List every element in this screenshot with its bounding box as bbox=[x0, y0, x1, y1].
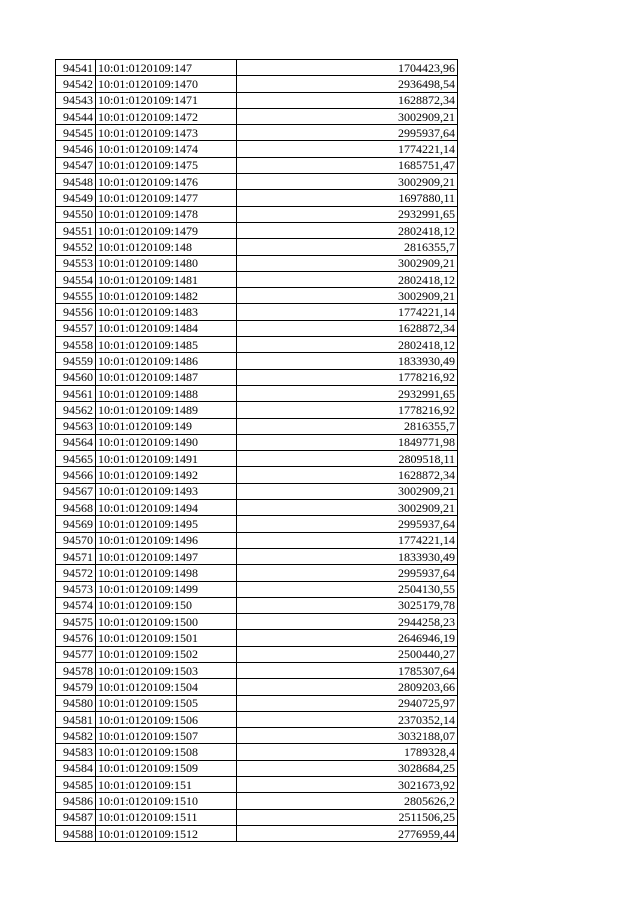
table-row bbox=[56, 369, 458, 385]
table-row bbox=[56, 402, 458, 418]
value-cell: 1685751,47 bbox=[237, 157, 458, 173]
cadastral-number-cell: 10:01:0120109:1487 bbox=[96, 369, 237, 385]
cadastral-number-cell: 10:01:0120109:1490 bbox=[96, 434, 237, 450]
cadastral-number-cell: 10:01:0120109:1493 bbox=[96, 483, 237, 499]
cadastral-number-cell: 10:01:0120109:1472 bbox=[96, 108, 237, 124]
row-number-cell: 94546 bbox=[56, 141, 96, 157]
row-number-cell: 94588 bbox=[56, 825, 96, 841]
row-number-cell: 94549 bbox=[56, 190, 96, 206]
cadastral-number-cell: 10:01:0120109:1481 bbox=[96, 271, 237, 287]
row-number-cell: 94577 bbox=[56, 646, 96, 662]
row-number-cell: 94562 bbox=[56, 402, 96, 418]
value-cell: 2805626,2 bbox=[237, 793, 458, 809]
value-cell: 1774221,14 bbox=[237, 141, 458, 157]
value-cell: 3002909,21 bbox=[237, 483, 458, 499]
value-cell: 1778216,92 bbox=[237, 369, 458, 385]
cadastral-number-cell: 10:01:0120109:1482 bbox=[96, 288, 237, 304]
value-cell: 3002909,21 bbox=[237, 288, 458, 304]
table-row bbox=[56, 222, 458, 238]
table-row bbox=[56, 337, 458, 353]
table-row bbox=[56, 385, 458, 401]
row-number-cell: 94580 bbox=[56, 695, 96, 711]
table-row bbox=[56, 614, 458, 630]
cadastral-number-cell: 10:01:0120109:1507 bbox=[96, 728, 237, 744]
value-cell: 2809518,11 bbox=[237, 451, 458, 467]
row-number-cell: 94557 bbox=[56, 320, 96, 336]
value-cell: 1774221,14 bbox=[237, 304, 458, 320]
cadastral-number-cell: 10:01:0120109:148 bbox=[96, 239, 237, 255]
table-row bbox=[56, 467, 458, 483]
cadastral-number-cell: 10:01:0120109:149 bbox=[96, 418, 237, 434]
cadastral-number-cell: 10:01:0120109:1510 bbox=[96, 793, 237, 809]
row-number-cell: 94552 bbox=[56, 239, 96, 255]
row-number-cell: 94550 bbox=[56, 206, 96, 222]
cadastral-number-cell: 10:01:0120109:1486 bbox=[96, 353, 237, 369]
cadastral-number-cell: 10:01:0120109:1497 bbox=[96, 548, 237, 564]
cadastral-number-cell: 10:01:0120109:1498 bbox=[96, 565, 237, 581]
table-row bbox=[56, 434, 458, 450]
value-cell: 2936498,54 bbox=[237, 76, 458, 92]
cadastral-number-cell: 10:01:0120109:1491 bbox=[96, 451, 237, 467]
row-number-cell: 94568 bbox=[56, 500, 96, 516]
table-row bbox=[56, 646, 458, 662]
cadastral-number-cell: 10:01:0120109:1475 bbox=[96, 157, 237, 173]
row-number-cell: 94566 bbox=[56, 467, 96, 483]
table-row bbox=[56, 190, 458, 206]
row-number-cell: 94579 bbox=[56, 679, 96, 695]
value-cell: 2776959,44 bbox=[237, 825, 458, 841]
cadastral-number-cell: 10:01:0120109:1506 bbox=[96, 711, 237, 727]
data-table bbox=[55, 59, 458, 842]
value-cell: 3021673,92 bbox=[237, 777, 458, 793]
value-cell: 2940725,97 bbox=[237, 695, 458, 711]
table-row bbox=[56, 483, 458, 499]
cadastral-number-cell: 10:01:0120109:1480 bbox=[96, 255, 237, 271]
row-number-cell: 94572 bbox=[56, 565, 96, 581]
row-number-cell: 94563 bbox=[56, 418, 96, 434]
row-number-cell: 94554 bbox=[56, 271, 96, 287]
row-number-cell: 94583 bbox=[56, 744, 96, 760]
row-number-cell: 94555 bbox=[56, 288, 96, 304]
value-cell: 2802418,12 bbox=[237, 271, 458, 287]
row-number-cell: 94543 bbox=[56, 92, 96, 108]
table-row bbox=[56, 500, 458, 516]
value-cell: 3002909,21 bbox=[237, 108, 458, 124]
table-row bbox=[56, 141, 458, 157]
row-number-cell: 94548 bbox=[56, 174, 96, 190]
cadastral-number-cell: 10:01:0120109:1509 bbox=[96, 760, 237, 776]
table-body bbox=[56, 60, 458, 842]
value-cell: 2995937,64 bbox=[237, 565, 458, 581]
table-row bbox=[56, 271, 458, 287]
row-number-cell: 94544 bbox=[56, 108, 96, 124]
row-number-cell: 94545 bbox=[56, 125, 96, 141]
cadastral-number-cell: 10:01:0120109:1504 bbox=[96, 679, 237, 695]
cadastral-number-cell: 10:01:0120109:1502 bbox=[96, 646, 237, 662]
table-row bbox=[56, 532, 458, 548]
row-number-cell: 94581 bbox=[56, 711, 96, 727]
cadastral-number-cell: 10:01:0120109:1479 bbox=[96, 222, 237, 238]
row-number-cell: 94567 bbox=[56, 483, 96, 499]
value-cell: 2932991,65 bbox=[237, 206, 458, 222]
table-row bbox=[56, 825, 458, 841]
row-number-cell: 94559 bbox=[56, 353, 96, 369]
cadastral-number-cell: 10:01:0120109:1505 bbox=[96, 695, 237, 711]
row-number-cell: 94547 bbox=[56, 157, 96, 173]
table-row bbox=[56, 304, 458, 320]
value-cell: 1628872,34 bbox=[237, 467, 458, 483]
table-row bbox=[56, 760, 458, 776]
cadastral-number-cell: 10:01:0120109:151 bbox=[96, 777, 237, 793]
row-number-cell: 94573 bbox=[56, 581, 96, 597]
table-row bbox=[56, 711, 458, 727]
row-number-cell: 94553 bbox=[56, 255, 96, 271]
table-row bbox=[56, 728, 458, 744]
cadastral-number-cell: 10:01:0120109:1512 bbox=[96, 825, 237, 841]
value-cell: 2995937,64 bbox=[237, 516, 458, 532]
value-cell: 3002909,21 bbox=[237, 174, 458, 190]
value-cell: 3025179,78 bbox=[237, 597, 458, 613]
cadastral-number-cell: 10:01:0120109:1484 bbox=[96, 320, 237, 336]
table-row bbox=[56, 125, 458, 141]
row-number-cell: 94569 bbox=[56, 516, 96, 532]
value-cell: 1833930,49 bbox=[237, 353, 458, 369]
value-cell: 2504130,55 bbox=[237, 581, 458, 597]
row-number-cell: 94565 bbox=[56, 451, 96, 467]
cadastral-number-cell: 10:01:0120109:1495 bbox=[96, 516, 237, 532]
cadastral-number-cell: 10:01:0120109:1476 bbox=[96, 174, 237, 190]
row-number-cell: 94558 bbox=[56, 337, 96, 353]
table-row bbox=[56, 239, 458, 255]
row-number-cell: 94586 bbox=[56, 793, 96, 809]
row-number-cell: 94587 bbox=[56, 809, 96, 825]
cadastral-number-cell: 10:01:0120109:1508 bbox=[96, 744, 237, 760]
cadastral-number-cell: 10:01:0120109:1477 bbox=[96, 190, 237, 206]
table-row bbox=[56, 255, 458, 271]
row-number-cell: 94561 bbox=[56, 385, 96, 401]
table-row bbox=[56, 630, 458, 646]
value-cell: 1849771,98 bbox=[237, 434, 458, 450]
value-cell: 2802418,12 bbox=[237, 222, 458, 238]
table-row bbox=[56, 565, 458, 581]
table-row bbox=[56, 320, 458, 336]
cadastral-number-cell: 10:01:0120109:1499 bbox=[96, 581, 237, 597]
value-cell: 2995937,64 bbox=[237, 125, 458, 141]
value-cell: 1628872,34 bbox=[237, 92, 458, 108]
cadastral-number-cell: 10:01:0120109:1500 bbox=[96, 614, 237, 630]
table-row bbox=[56, 679, 458, 695]
row-number-cell: 94571 bbox=[56, 548, 96, 564]
row-number-cell: 94560 bbox=[56, 369, 96, 385]
value-cell: 3002909,21 bbox=[237, 255, 458, 271]
cadastral-number-cell: 10:01:0120109:1494 bbox=[96, 500, 237, 516]
row-number-cell: 94574 bbox=[56, 597, 96, 613]
row-number-cell: 94556 bbox=[56, 304, 96, 320]
value-cell: 2816355,7 bbox=[237, 239, 458, 255]
row-number-cell: 94551 bbox=[56, 222, 96, 238]
table-row bbox=[56, 809, 458, 825]
cadastral-number-cell: 10:01:0120109:1492 bbox=[96, 467, 237, 483]
cadastral-number-cell: 10:01:0120109:1485 bbox=[96, 337, 237, 353]
cadastral-number-cell: 10:01:0120109:1478 bbox=[96, 206, 237, 222]
table-row bbox=[56, 174, 458, 190]
row-number-cell: 94584 bbox=[56, 760, 96, 776]
row-number-cell: 94578 bbox=[56, 662, 96, 678]
table-row bbox=[56, 793, 458, 809]
row-number-cell: 94570 bbox=[56, 532, 96, 548]
row-number-cell: 94564 bbox=[56, 434, 96, 450]
value-cell: 2500440,27 bbox=[237, 646, 458, 662]
value-cell: 2511506,25 bbox=[237, 809, 458, 825]
cadastral-number-cell: 10:01:0120109:1496 bbox=[96, 532, 237, 548]
value-cell: 2646946,19 bbox=[237, 630, 458, 646]
value-cell: 1833930,49 bbox=[237, 548, 458, 564]
value-cell: 2944258,23 bbox=[237, 614, 458, 630]
table-row bbox=[56, 157, 458, 173]
table-row bbox=[56, 597, 458, 613]
cadastral-number-cell: 10:01:0120109:150 bbox=[96, 597, 237, 613]
value-cell: 1774221,14 bbox=[237, 532, 458, 548]
table-row bbox=[56, 76, 458, 92]
value-cell: 1789328,4 bbox=[237, 744, 458, 760]
table-row bbox=[56, 60, 458, 76]
row-number-cell: 94585 bbox=[56, 777, 96, 793]
cadastral-number-cell: 10:01:0120109:1473 bbox=[96, 125, 237, 141]
value-cell: 1778216,92 bbox=[237, 402, 458, 418]
row-number-cell: 94582 bbox=[56, 728, 96, 744]
cadastral-number-cell: 10:01:0120109:1483 bbox=[96, 304, 237, 320]
value-cell: 2809203,66 bbox=[237, 679, 458, 695]
value-cell: 2370352,14 bbox=[237, 711, 458, 727]
table-row bbox=[56, 777, 458, 793]
value-cell: 3028684,25 bbox=[237, 760, 458, 776]
value-cell: 1628872,34 bbox=[237, 320, 458, 336]
table-row bbox=[56, 662, 458, 678]
table-row bbox=[56, 744, 458, 760]
value-cell: 3002909,21 bbox=[237, 500, 458, 516]
value-cell: 2932991,65 bbox=[237, 385, 458, 401]
cadastral-number-cell: 10:01:0120109:1503 bbox=[96, 662, 237, 678]
cadastral-number-cell: 10:01:0120109:1511 bbox=[96, 809, 237, 825]
cadastral-number-cell: 10:01:0120109:1489 bbox=[96, 402, 237, 418]
table-row bbox=[56, 108, 458, 124]
table-row bbox=[56, 516, 458, 532]
value-cell: 2802418,12 bbox=[237, 337, 458, 353]
cadastral-number-cell: 10:01:0120109:1488 bbox=[96, 385, 237, 401]
value-cell: 1704423,96 bbox=[237, 60, 458, 76]
cadastral-number-cell: 10:01:0120109:147 bbox=[96, 60, 237, 76]
row-number-cell: 94542 bbox=[56, 76, 96, 92]
cadastral-number-cell: 10:01:0120109:1470 bbox=[96, 76, 237, 92]
cadastral-number-cell: 10:01:0120109:1501 bbox=[96, 630, 237, 646]
table-row bbox=[56, 548, 458, 564]
table-row bbox=[56, 418, 458, 434]
row-number-cell: 94576 bbox=[56, 630, 96, 646]
table-row bbox=[56, 92, 458, 108]
table-row bbox=[56, 695, 458, 711]
row-number-cell: 94541 bbox=[56, 60, 96, 76]
table-row bbox=[56, 353, 458, 369]
value-cell: 1697880,11 bbox=[237, 190, 458, 206]
table-row bbox=[56, 288, 458, 304]
value-cell: 2816355,7 bbox=[237, 418, 458, 434]
value-cell: 3032188,07 bbox=[237, 728, 458, 744]
table-row bbox=[56, 206, 458, 222]
cadastral-number-cell: 10:01:0120109:1471 bbox=[96, 92, 237, 108]
row-number-cell: 94575 bbox=[56, 614, 96, 630]
cadastral-number-cell: 10:01:0120109:1474 bbox=[96, 141, 237, 157]
value-cell: 1785307,64 bbox=[237, 662, 458, 678]
table-row bbox=[56, 581, 458, 597]
table-row bbox=[56, 451, 458, 467]
